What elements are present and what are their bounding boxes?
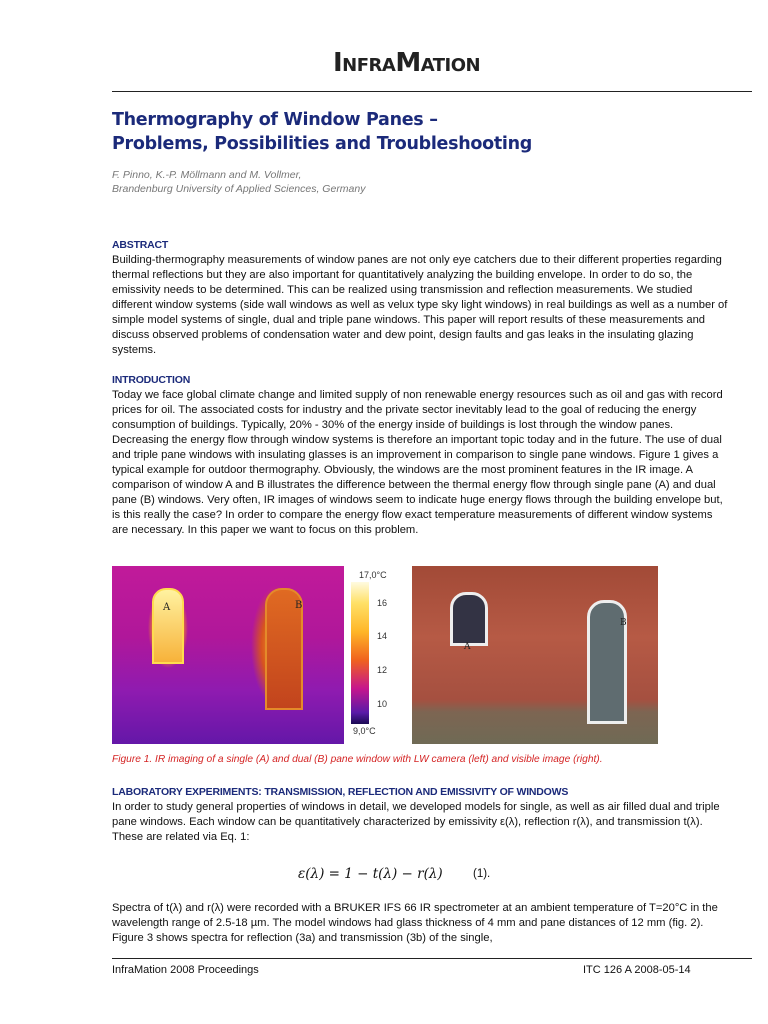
photo-window-a <box>450 592 488 646</box>
author-affiliation: Brandenburg University of Applied Sciences, Germany <box>112 183 366 195</box>
introduction-text: Today we face global climate change and limited supply of non renewable energy resources such as oil and gas with record prices for oil. The associated costs for industry and the private sector inevitably lead to the goal of reducing the energy consumption of buildings. Typically, 20% - 30% of the energy inside of buildings is lost through the window panes. Decreasing the energy flow through window systems is therefore an important topic today and in the future. The use of dual and triple pane windows with insulating glasses is an improvement in comparison to single pane windows. Figure 1 gives a typical example for outdoor thermography. Obviously, the windows are the most prominent features in the IR image. A comparison of window A and B illustrates the difference between the thermal energy flow through single pane (A) and dual pane (B) windows. Very often, IR images of windows seem to indicate huge energy flows through the building envelope but, is this really the case? In order to compare the energy flow exact temperature measurements of different window systems are necessary. In this paper we want to focus on this problem. <box>112 389 723 536</box>
scale-tick: 14 <box>377 631 388 641</box>
visible-photo <box>412 566 658 744</box>
scale-tick: 12 <box>377 665 388 675</box>
introduction-heading: INTRODUCTION <box>112 374 191 386</box>
scale-tick: 16 <box>377 598 388 608</box>
paper-title <box>112 108 732 156</box>
title-line-2: Problems, Possibilities and Troubleshooting <box>112 134 532 154</box>
ir-thermal-image <box>112 566 344 744</box>
abstract-text: Building-thermography measurements of window panes are not only eye catchers due to their different properties regarding thermal reflections but they are also important for quantitatively analyzing the building envelope. In order to do so, the emissivity needs to be determined. This can be realized using transmission and reflection measurements. We studied different window systems (side wall windows as well as velux type sky light windows) in real buildings as well as a number of simple model systems of single, dual and triple pane windows. This paper will report results of these measurements and discuss observed problems of condensation water and dew point, design faults and gas leaks in the insulating glazing systems. <box>112 254 728 356</box>
title-line-1: Thermography of Window Panes – <box>112 110 438 130</box>
scale-color-bar <box>351 582 369 724</box>
scale-min-label: 9,0°C <box>353 726 376 736</box>
scale-max-label: 17,0°C <box>359 570 387 580</box>
photo-label-b: B <box>620 618 627 628</box>
abstract-heading: ABSTRACT <box>112 239 169 251</box>
temperature-scale <box>349 566 403 744</box>
figure-caption: Figure 1. IR imaging of a single (A) and dual (B) pane window with LW camera (left) and visible image (right). <box>112 754 603 765</box>
footer-rule <box>112 958 752 959</box>
lab-text-2: Spectra of t(λ) and r(λ) were recorded with a BRUKER IFS 66 IR spectrometer at an ambient temperature of T=20°C in the wavelength range of 2.5-18 µm. The model windows had glass thickness of 4 mm and pane distances of 12 mm (fig. 2). Figure 3 shows spectra for reflection (3a) and transmission (3b) of the single, <box>112 902 718 944</box>
author-names: F. Pinno, K.-P. Möllmann and M. Vollmer, <box>112 169 302 181</box>
lab-text: In order to study general properties of windows in detail, we developed models for single, as well as air filled dual and triple pane windows. Each window can be quantitatively characterized by emissivity ε(λ), reflection r(λ), and transmission t(λ). These are related via Eq. 1: <box>112 801 720 843</box>
equation-number: (1). <box>473 868 491 880</box>
equation-1: ε(λ) = 1 − t(λ) − r(λ) <box>298 866 443 882</box>
lab-heading: LABORATORY EXPERIMENTS: TRANSMISSION, REFLECTION AND EMISSIVITY OF WINDOWS <box>112 786 569 798</box>
footer-proceedings: InfraMation 2008 Proceedings <box>112 964 259 976</box>
ir-window-a <box>152 588 184 664</box>
ir-label-a: A <box>163 602 171 613</box>
scale-tick: 10 <box>377 699 388 709</box>
header-rule <box>112 91 752 92</box>
inframation-logo: InfraMation <box>333 48 481 78</box>
ir-label-b: B <box>295 600 303 611</box>
photo-label-a: A <box>464 642 471 652</box>
author-block <box>112 168 366 196</box>
footer-doc-id: ITC 126 A 2008-05-14 <box>583 964 691 976</box>
